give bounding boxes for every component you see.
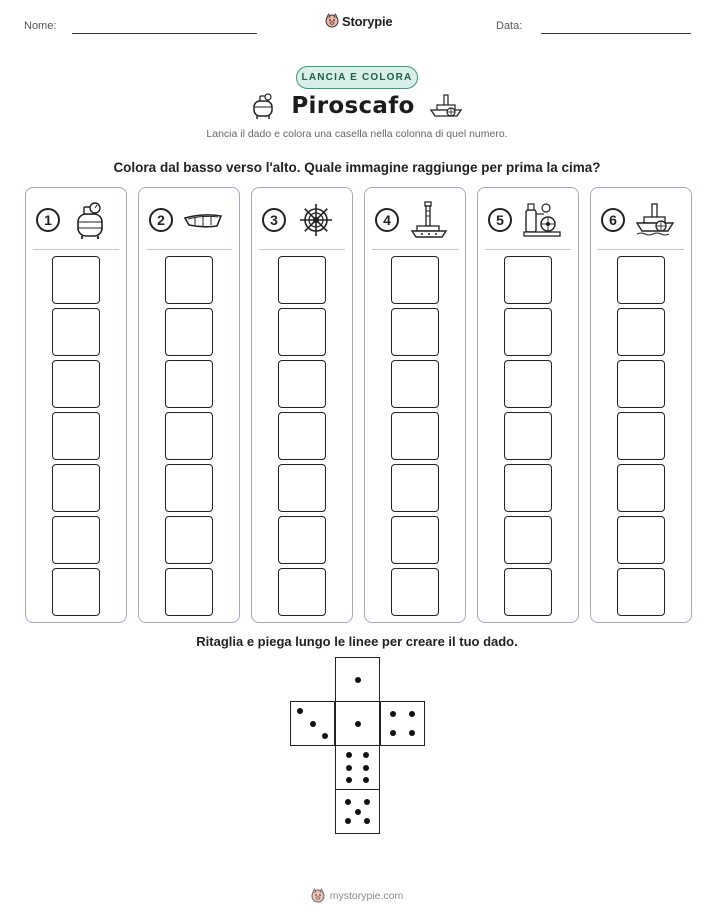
title-row: [0, 92, 714, 120]
color-box[interactable]: [617, 256, 665, 304]
color-box[interactable]: [52, 412, 100, 460]
color-box[interactable]: [278, 412, 326, 460]
die-instruction: Ritaglia e piega lungo le linee per creare il tuo dado.: [196, 634, 518, 649]
die-face: [335, 745, 380, 790]
die-pip: [346, 777, 352, 783]
column-header: [365, 200, 465, 240]
die-pip: [345, 818, 351, 824]
column-number: 2: [149, 208, 173, 232]
column-divider: [372, 249, 458, 250]
color-box[interactable]: [52, 464, 100, 512]
color-box[interactable]: [391, 412, 439, 460]
column-number: 1: [36, 208, 60, 232]
activity-badge: LANCIA E COLORA: [296, 66, 418, 89]
color-box[interactable]: [165, 516, 213, 564]
color-box[interactable]: [165, 464, 213, 512]
steam-engine-icon: [522, 200, 562, 240]
footer: [0, 888, 714, 904]
column-divider: [259, 249, 345, 250]
die-pip: [297, 708, 303, 714]
color-box[interactable]: [165, 568, 213, 616]
color-box[interactable]: [165, 256, 213, 304]
column-number: 6: [601, 208, 625, 232]
color-box[interactable]: [617, 516, 665, 564]
date-label: Data:: [496, 20, 523, 32]
color-box[interactable]: [504, 360, 552, 408]
color-box[interactable]: [165, 308, 213, 356]
die-pip: [345, 799, 351, 805]
color-box[interactable]: [617, 308, 665, 356]
column-2: [138, 187, 240, 623]
rowboat-icon: [183, 200, 223, 240]
color-box[interactable]: [165, 360, 213, 408]
column-number: 4: [375, 208, 399, 232]
instruction: Colora dal basso verso l'alto. Quale immagine raggiunge per prima la cima?: [113, 160, 601, 175]
die-pip: [363, 777, 369, 783]
color-box[interactable]: [278, 360, 326, 408]
die-face: [290, 701, 335, 746]
color-box[interactable]: [617, 464, 665, 512]
color-box[interactable]: [504, 464, 552, 512]
name-line[interactable]: [72, 33, 257, 34]
die-pip: [409, 730, 415, 736]
name-label: Nome:: [24, 20, 57, 32]
pig-mascot-icon: [311, 888, 325, 904]
brand-logo: [325, 13, 392, 29]
color-box[interactable]: [52, 308, 100, 356]
die-pip: [409, 711, 415, 717]
die-pip: [364, 799, 370, 805]
die-pip: [363, 752, 369, 758]
die-pip: [390, 730, 396, 736]
column-number: 5: [488, 208, 512, 232]
color-box[interactable]: [278, 516, 326, 564]
die-pip: [355, 677, 361, 683]
smokestack-icon: [409, 200, 449, 240]
column-divider: [146, 249, 232, 250]
die-face: [335, 657, 380, 702]
column-divider: [598, 249, 684, 250]
color-box[interactable]: [278, 464, 326, 512]
color-box[interactable]: [52, 516, 100, 564]
page-title: Piroscafo: [291, 93, 415, 119]
die-pip: [310, 721, 316, 727]
color-box[interactable]: [278, 568, 326, 616]
color-box[interactable]: [391, 464, 439, 512]
subtitle: Lancia il dado e colora una casella nella colonna di quel numero.: [206, 128, 508, 140]
color-box[interactable]: [165, 412, 213, 460]
color-box[interactable]: [617, 360, 665, 408]
color-box[interactable]: [617, 568, 665, 616]
color-box[interactable]: [278, 256, 326, 304]
steamboat-icon: [635, 200, 675, 240]
die-face: [335, 789, 380, 834]
boiler-icon: [251, 92, 277, 120]
die-pip: [346, 752, 352, 758]
color-box[interactable]: [391, 568, 439, 616]
column-3: [251, 187, 353, 623]
die-face: [380, 701, 425, 746]
die-pip: [346, 765, 352, 771]
column-5: [477, 187, 579, 623]
color-box[interactable]: [52, 360, 100, 408]
die-pip: [390, 711, 396, 717]
color-box[interactable]: [504, 308, 552, 356]
die-pip: [363, 765, 369, 771]
column-4: [364, 187, 466, 623]
color-box[interactable]: [504, 568, 552, 616]
brand-name: Storypie: [342, 13, 393, 29]
steamboat-icon: [429, 93, 463, 119]
pig-mascot-icon: [325, 13, 339, 29]
footer-url[interactable]: mystorypie.com: [329, 890, 404, 902]
column-header: [139, 200, 239, 240]
ship-wheel-icon: [296, 200, 336, 240]
color-box[interactable]: [52, 256, 100, 304]
color-box[interactable]: [391, 516, 439, 564]
date-line[interactable]: [541, 33, 691, 34]
die-pip: [355, 721, 361, 727]
die-pip: [364, 818, 370, 824]
column-divider: [33, 249, 119, 250]
boiler-icon: [70, 200, 110, 240]
color-box[interactable]: [617, 412, 665, 460]
column-1: [25, 187, 127, 623]
column-divider: [485, 249, 571, 250]
color-box[interactable]: [504, 516, 552, 564]
column-6: [590, 187, 692, 623]
color-box[interactable]: [52, 568, 100, 616]
column-header: [591, 200, 691, 240]
color-box[interactable]: [278, 308, 326, 356]
column-header: [26, 200, 126, 240]
die-face: [335, 701, 380, 746]
color-box[interactable]: [391, 360, 439, 408]
color-box[interactable]: [504, 412, 552, 460]
die-pip: [355, 809, 361, 815]
color-box[interactable]: [391, 256, 439, 304]
column-number: 3: [262, 208, 286, 232]
color-box[interactable]: [391, 308, 439, 356]
die-pip: [322, 733, 328, 739]
color-box[interactable]: [504, 256, 552, 304]
column-header: [252, 200, 352, 240]
column-header: [478, 200, 578, 240]
